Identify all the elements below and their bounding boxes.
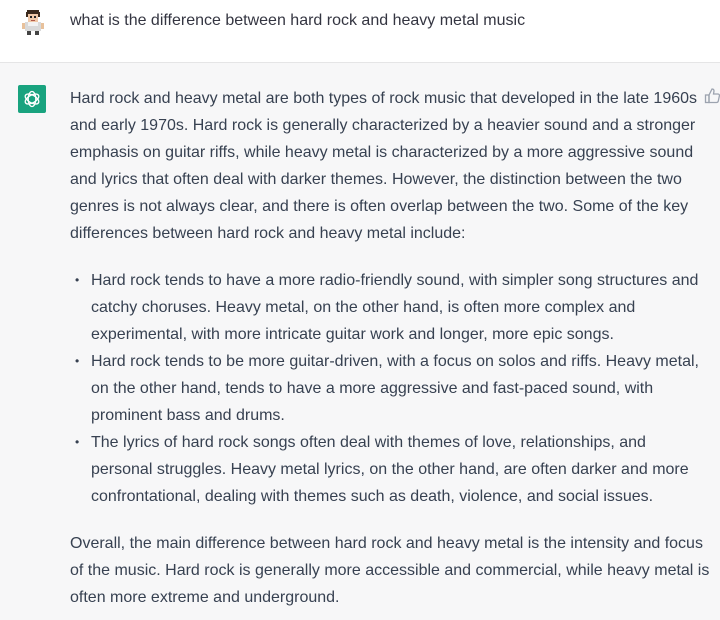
user-message-row: [0, 0, 720, 63]
text-line: genres is not always clear, and there is often overlap between the two. Some of the key: [70, 198, 689, 215]
bullet-icon: •: [75, 354, 80, 368]
conclusion-paragraph: [70, 530, 710, 611]
text-line: often more extreme and underground.: [70, 589, 340, 606]
list-item-line: on the other hand, tends to have a more aggressive and fast-paced sound, with: [91, 380, 654, 397]
list-item-line: Hard rock tends to be more guitar-driven, with a focus on solos and riffs. Heavy metal,: [91, 353, 699, 370]
list-item-line: confrontational, dealing with themes such as death, violence, and social issues.: [91, 488, 654, 505]
user-avatar-icon: [18, 6, 48, 36]
list-item-line: The lyrics of hard rock songs often deal with themes of love, relationships, and: [91, 434, 646, 451]
difference-list: [70, 267, 710, 510]
list-item: [70, 429, 710, 510]
list-item-line: catchy choruses. Heavy metal, on the other hand, is often more complex and: [91, 299, 636, 316]
text-line: differences between hard rock and heavy metal include:: [70, 225, 466, 242]
list-item-line: prominent bass and drums.: [91, 407, 285, 424]
list-item-line: personal struggles. Heavy metal lyrics, on the other hand, are often darker and more: [91, 461, 689, 478]
text-line: and lyrics that often deal with darker themes. However, the distinction between the two: [70, 171, 682, 188]
list-item: [70, 348, 710, 429]
text-line: of the music. Hard rock is generally more accessible and commercial, while heavy metal is: [70, 562, 710, 579]
list-item-line: experimental, with more intricate guitar work and longer, more epic songs.: [91, 326, 614, 343]
user-message-text: what is the difference between hard rock and heavy metal music: [70, 12, 526, 29]
text-line: Hard rock and heavy metal are both types of rock music that developed in the late 1960s: [70, 90, 698, 107]
text-line: emphasis on guitar riffs, while heavy metal is characterized by a more aggressive sound: [70, 144, 694, 161]
assistant-message-row: [0, 63, 720, 620]
openai-logo-icon: [18, 85, 46, 113]
bullet-icon: •: [75, 435, 80, 449]
text-line: and early 1970s. Hard rock is generally characterized by a heavier sound and a stronger: [70, 117, 696, 134]
bullet-icon: •: [75, 273, 80, 287]
text-line: Overall, the main difference between hard rock and heavy metal is the intensity and focus: [70, 535, 703, 552]
intro-paragraph: [70, 85, 710, 247]
list-item-line: Hard rock tends to have a more radio-friendly sound, with simpler song structures and: [91, 272, 699, 289]
list-item: [70, 267, 710, 348]
assistant-message-text: [70, 85, 710, 611]
